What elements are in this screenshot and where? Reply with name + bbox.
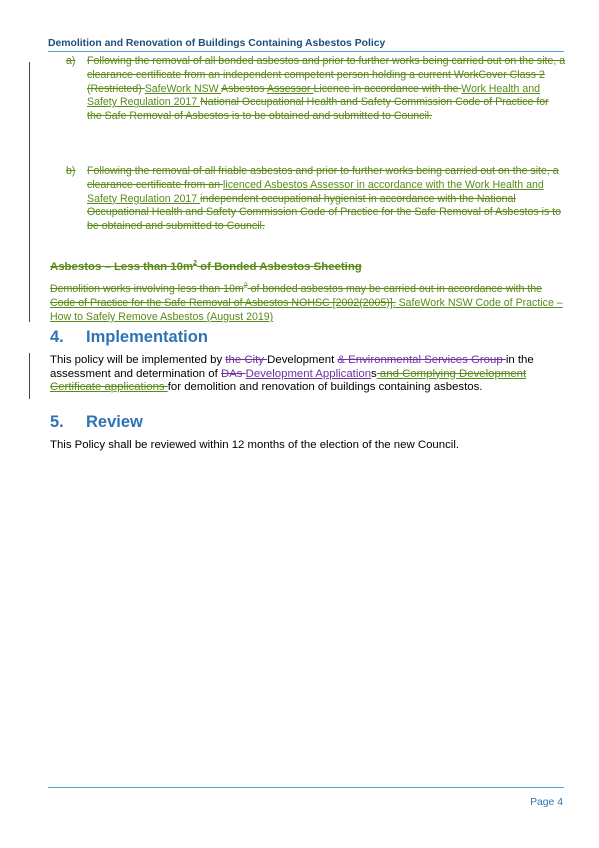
superscript: 2 — [193, 260, 197, 267]
deleted-text: Following the removal of all bonded asbestos and prior to further works being carried out on the site, a clearance certificate from an independent competent person holding a current WorkCover Class 2 (Restricted) — [87, 55, 566, 95]
body-text: This policy will be implemented by — [50, 354, 226, 366]
inserted-text: SafeWork NSW — [144, 82, 222, 95]
deleted-text: Demolition works involving less than 10m — [50, 283, 244, 295]
change-bar — [29, 62, 30, 322]
implementation-paragraph — [50, 354, 565, 395]
inserted-text: Development Application — [245, 367, 372, 380]
subheading-text: of Bonded Asbestos Sheeting — [196, 260, 362, 273]
header-divider — [48, 51, 564, 52]
superscript: 2 — [243, 282, 248, 290]
review-paragraph: This Policy shall be reviewed within 12 months of the election of the new Council. — [50, 439, 460, 451]
page-number: Page 4 — [530, 797, 563, 808]
body-text: Development — [267, 354, 338, 366]
inserted-text: Work Health and Safety Regulation 2017 — [87, 82, 541, 109]
asbestos-subheading — [50, 260, 565, 273]
list-item-text — [87, 165, 566, 234]
body-text: s — [371, 367, 377, 380]
asbestos-paragraph — [50, 282, 565, 324]
section-number: 5. — [50, 413, 64, 431]
section-number: 4. — [50, 328, 64, 346]
running-header: Demolition and Renovation of Buildings Containing Asbestos Policy — [48, 38, 386, 49]
section-title: Review — [86, 413, 143, 431]
list-item-b — [66, 165, 566, 234]
deleted-text: DAs — [220, 367, 246, 380]
inserted-text: and Complying Development Certificate applications — [50, 367, 527, 393]
list-marker: a) — [66, 55, 76, 67]
list-marker: b) — [66, 165, 76, 177]
deleted-text: Licence in accordance with the — [313, 82, 462, 95]
list-item-a — [66, 55, 566, 124]
inserted-text: licenced Asbestos Assessor in accordance with the Work Health and Safety Regulation 2017 — [87, 178, 544, 205]
deleted-text: the City — [225, 354, 268, 366]
footer-divider — [48, 787, 564, 788]
deleted-text: National Occupational Health and Safety Commission Code of Practice for the Safe Removal of Asbestos is to be obtained and submitted to Council. — [87, 96, 549, 123]
deleted-text: of bonded asbestos may be carried out in accordance with the — [247, 283, 543, 295]
body-text: in the assessment and determination of — [50, 354, 534, 380]
deleted-text: Asbestos — [221, 82, 267, 95]
deleted-text: Following the removal of all friable asbestos and prior to further works being carried out on the site, a clearance certificate from an — [87, 165, 559, 191]
inserted-text: SafeWork NSW Code of Practice – How to Safely Remove Asbestos (August 2019) — [50, 297, 563, 323]
section-title: Implementation — [86, 328, 208, 346]
deleted-text: independent occupational hygienist in accordance with the National Occupational Health and Safety Commission Code of Practice for the Safe Removal of Asbestos is to be obtained and submitted to Council. — [87, 192, 562, 233]
inserted-text: Assessor — [266, 82, 314, 95]
body-text: for demolition and renovation of buildings containing asbestos. — [167, 381, 483, 393]
deleted-text: Code of Practice for the Safe Removal of Asbestos NOHSC [2002(2005)]. — [50, 297, 396, 309]
deleted-text: & Environmental Services Group — [337, 354, 506, 366]
subheading-text: Asbestos – Less than 10m — [50, 260, 194, 273]
list-item-text — [87, 55, 566, 124]
change-bar — [29, 353, 30, 399]
section-heading-review — [50, 413, 143, 432]
section-heading-implementation — [50, 328, 208, 347]
